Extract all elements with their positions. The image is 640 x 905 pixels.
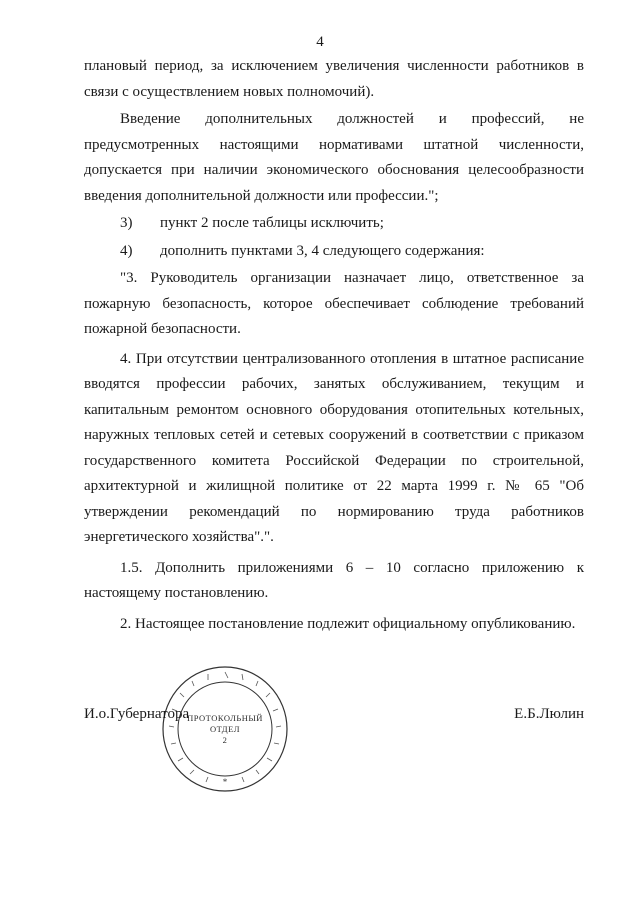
signatory-title: И.о.Губернатора bbox=[84, 706, 190, 722]
stamp-line-3: 2 bbox=[222, 734, 228, 745]
paragraph-continuation: плановый период, за исключением увеличения численности работников в связи с осуществлением новых полномочий). bbox=[84, 58, 584, 100]
signature-block bbox=[84, 706, 584, 723]
paragraph-appendices: 1.5. Дополнить приложениями 6 – 10 согласно приложению к настоящему постановлению. bbox=[84, 559, 584, 601]
list-item-4-number: 4) bbox=[120, 242, 133, 259]
stamp-line-2: ОТДЕЛ bbox=[210, 723, 240, 734]
protocol-department-stamp bbox=[160, 664, 290, 794]
paragraph-additional-positions: Введение дополнительных должностей и профессий, не предусмотренных настоящими нормативами штатной численности, допускается при наличии экономического обоснования целесообразности введения дополнительной должности или профессии."; bbox=[84, 111, 584, 204]
list-item-3 bbox=[120, 211, 584, 237]
list-item-3-number: 3) bbox=[120, 215, 133, 231]
list-item-4 bbox=[120, 239, 584, 265]
signatory-name: Е.Б.Люлин bbox=[514, 706, 584, 722]
page-number: 4 bbox=[316, 34, 324, 50]
list-item-4-text: дополнить пунктами 3, 4 следующего содержания: bbox=[160, 242, 485, 259]
document-body bbox=[84, 54, 584, 637]
paragraph-publication: 2. Настоящее постановление подлежит официальному опубликованию. bbox=[120, 615, 576, 632]
svg-text:*: * bbox=[222, 777, 228, 787]
stamp-line-1: ПРОТОКОЛЬНЫЙ bbox=[187, 712, 263, 723]
paragraph-fire-safety: "3. Руководитель организации назначает лицо, ответственное за пожарную безопасность, которое обеспечивает соблюдение требований пожарной безопасности. bbox=[84, 270, 584, 337]
list-item-3-text: пункт 2 после таблицы исключить; bbox=[160, 215, 384, 231]
paragraph-heating: 4. При отсутствии централизованного отопления в штатное расписание вводятся профессии рабочих, занятых обслуживанием, текущим и капитальным ремонтом основного оборудования отопительных котельных, наружных тепловых сетей и сетевых сооружений в соответствии с приказом государственного комитета Российской Федерации по строительной, архитектурной и жилищной политике от 22 марта 1999 г. № 65 "Об утверждении рекомендаций по нормированию труда работников энергетического хозяйства".". bbox=[84, 350, 584, 545]
